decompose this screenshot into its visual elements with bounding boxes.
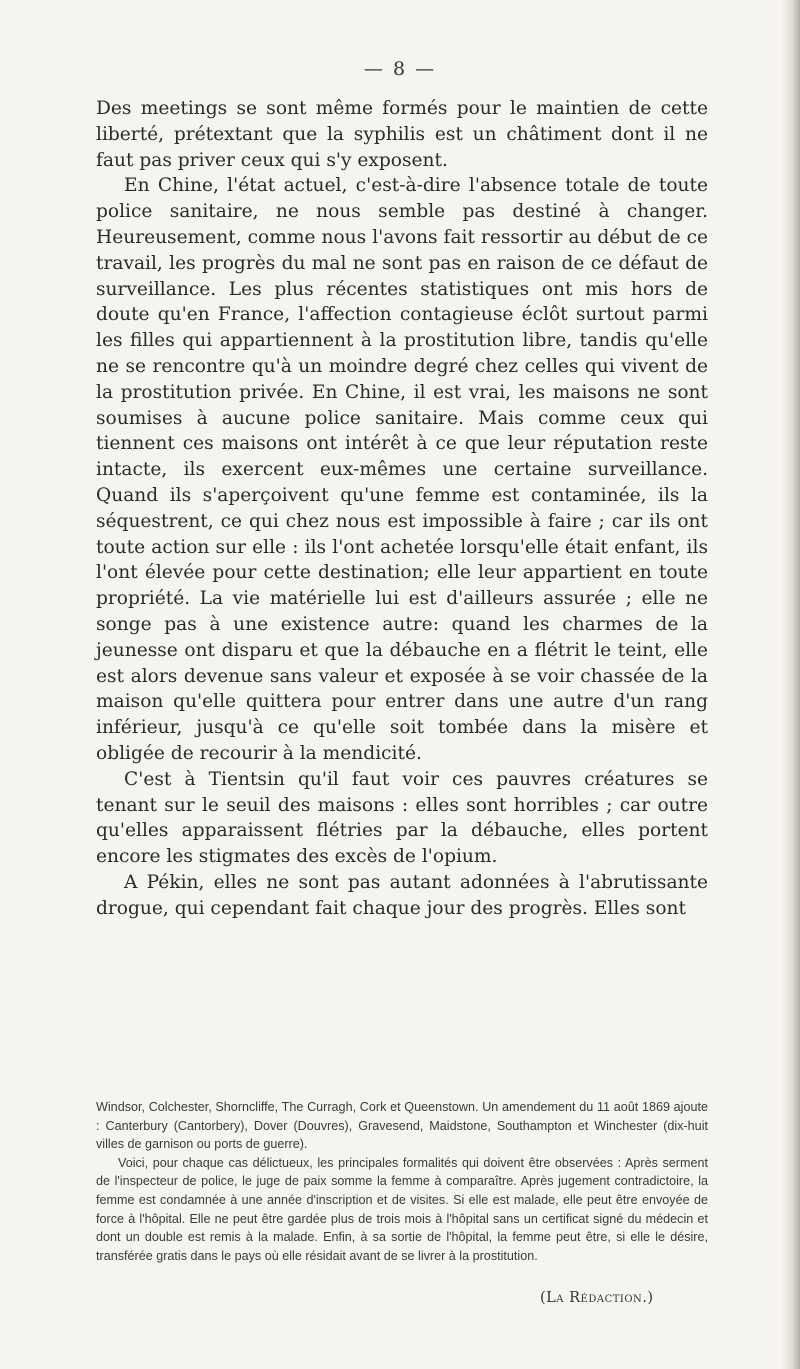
main-text xyxy=(96,96,708,922)
paragraph-3: C'est à Tientsin qu'il faut voir ces pauvres créatures se tenant sur le seuil des maisons : elles sont horribles ; car outre qu'elles apparaissent flétries par la débauche, elles portent encore les stigmates des excès de l'opium. xyxy=(96,768,708,868)
paragraph-4: A Pékin, elles ne sont pas autant adonnées à l'abrutissante drogue, qui cependant fait chaque jour des progrès. Elles sont xyxy=(96,871,708,919)
editorial-signature: (La Rédaction.) xyxy=(540,1290,654,1306)
paragraph-2: En Chine, l'état actuel, c'est-à-dire l'absence totale de toute police sanitaire, ne nous semble pas destiné à changer. Heureusement, comme nous l'avons fait ressortir au début de ce travail, les progrès du mal ne sont pas en raison de ce défaut de surveillance. Les plus récentes statistiques ont mis hors de doute qu'en France, l'affection contagieuse éclôt surtout parmi les filles qui appartiennent à la prostitution libre, tandis qu'elle ne se rencontre qu'à un moindre degré chez celles qui vivent de la prostitution privée. En Chine, il est vrai, les maisons ne sont soumises à aucune police sanitaire. Mais comme ceux qui tiennent ces maisons ont intérêt à ce que leur réputation reste intacte, ils exercent eux-mêmes une certaine surveillance. Quand ils s'aperçoivent qu'une femme est contaminée, ils la séquestrent, ce qui chez nous est impossible à faire ; car ils ont toute action sur elle : ils l'ont achetée lorsqu'elle était enfant, ils l'ont élevée pour cette destination; elle leur appartient en toute propriété. La vie matérielle lui est d'ailleurs assurée ; elle ne songe pas à une existence autre: quand les charmes de la jeunesse ont disparu et que la débauche en a flétrit le teint, elle est alors devenue sans valeur et exposée à se voir chassée de la maison qu'elle quittera pour entrer dans une autre d'un rang inférieur, jusqu'à ce qu'elle soit tombée dans la misère et obligée de recourir à la mendicité. xyxy=(96,175,708,764)
footnote-paragraph-2: Voici, pour chaque cas délictueux, les principales formalités qui doivent être observées : Après serment de l'inspecteur de police, le juge de paix somme la femme à comparaître. Après jugement contradictoire, la femme est condamnée à une année d'inscription et de visites. Si elle est malade, elle peut être envoyée de force à l'hôpital. Elle ne peut être gardée plus de trois mois à l'hôpital sans un certificat signé du médecin et dont un double est remis à la malade. Enfin, à sa sortie de l'hôpital, la femme peut être, si elle le désire, transférée gratis dans le pays où elle résidait avant de se livrer à la prostitution. xyxy=(96,1155,708,1263)
page-edge-shadow xyxy=(782,0,800,1369)
footnote-paragraph-1: Windsor, Colchester, Shorncliffe, The Curragh, Cork et Queenstown. Un amendement du 11 août 1869 ajoute : Canterbury (Cantorbery), Dover (Douvres), Gravesend, Maidstone, Southampton et Winchester (dix-huit villes de garnison ou ports de guerre). xyxy=(96,1100,708,1152)
paragraph-1: Des meetings se sont même formés pour le maintien de cette liberté, prétextant que la syphilis est un châtiment dont il ne faut pas priver ceux qui s'y exposent. xyxy=(96,98,708,171)
footnote xyxy=(96,1098,708,1265)
page-number: — 8 — xyxy=(363,58,437,80)
